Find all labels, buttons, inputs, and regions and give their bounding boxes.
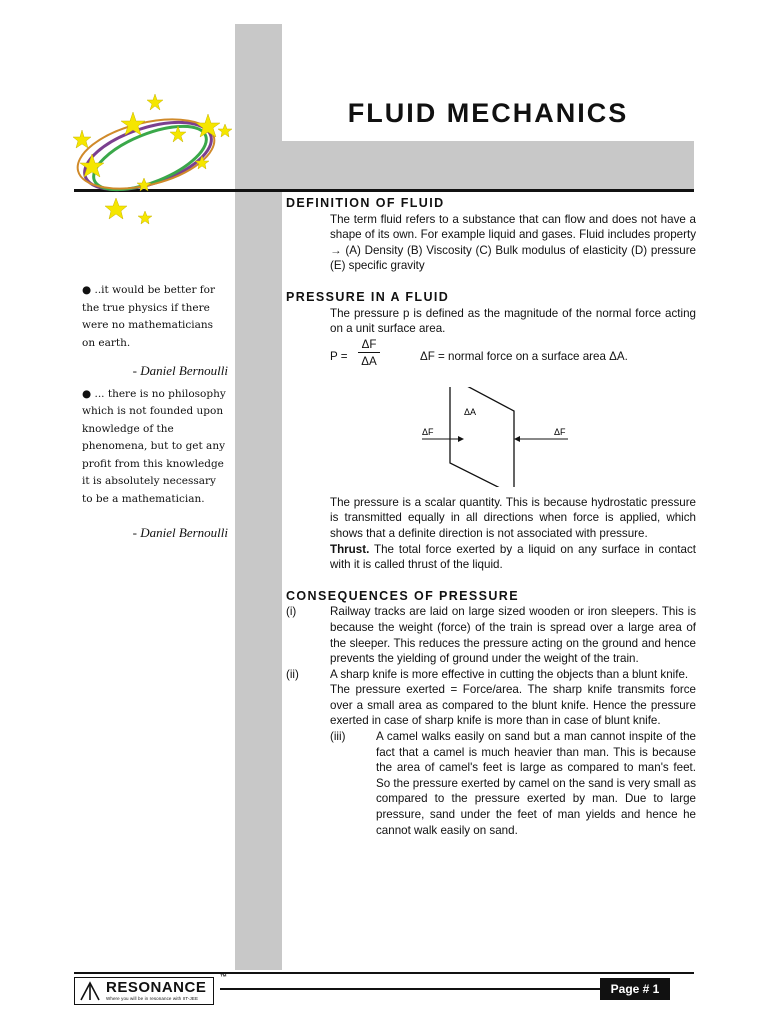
list-item: The pressure exerted = Force/area. The sharp knife transmits force over a small area as compared to the blunt knife. Hence the pressure exerted in case of sharp knife is more than in case of blunt knife. bbox=[330, 683, 696, 728]
force-right-label: ΔF bbox=[554, 426, 566, 437]
scalar-text: The pressure is a scalar quantity. This is because hydrostatic pressure is transmitted equally in all directions when force is applied, which shows that a definite direction is not associated with pressure. bbox=[330, 495, 696, 540]
formula-fraction bbox=[358, 337, 380, 370]
quote-text: ● ..it would be better for the true physics if there were no mathematicians on earth. bbox=[82, 284, 216, 349]
quote-author: - Daniel Bernoulli bbox=[132, 525, 228, 540]
quotes-sidebar bbox=[82, 282, 228, 548]
list-item: (iii) A camel walks easily on sand but a man cannot inspite of the fact that a camel is much heavier than man. This is because the area of camel's feet is large as compared to man's feet. So the pressure exerted by camel on the sand is very small as compared to the pressure exerted by man. Due to large pressure, sand under the feet of man yields and hence he cannot walk easily on sand. bbox=[330, 730, 696, 837]
resonance-mark-icon bbox=[79, 981, 101, 1001]
quote-author: - Daniel Bernoulli bbox=[132, 363, 228, 378]
formula-lhs: P = bbox=[330, 349, 348, 363]
force-left-label: ΔF bbox=[422, 426, 434, 437]
page-title: FLUID MECHANICS bbox=[347, 98, 629, 128]
footer-bar bbox=[220, 988, 600, 990]
area-label: ΔA bbox=[464, 406, 477, 417]
pressure-formula bbox=[330, 337, 696, 377]
thrust-text: Thrust. The total force exerted by a liquid on any surface in contact with it is called thrust of the liquid. bbox=[330, 542, 696, 572]
star-icon bbox=[147, 94, 163, 110]
star-icon bbox=[73, 130, 91, 148]
formula-denominator: ΔA bbox=[361, 354, 377, 368]
section-heading: PRESSURE IN A FLUID bbox=[286, 289, 450, 304]
section-heading: DEFINITION OF FLUID bbox=[286, 196, 445, 210]
brand-tagline: Where you will be in resonance with IIT-JEE bbox=[106, 996, 199, 1001]
formula-numerator: ΔF bbox=[358, 337, 380, 353]
star-icon bbox=[105, 198, 127, 219]
star-icon bbox=[196, 114, 220, 137]
brand-name: RESONANCE bbox=[106, 979, 207, 996]
gray-title-band bbox=[282, 141, 694, 189]
list-item: (ii) A sharp knife is more effective in cutting the objects than a blunt knife. bbox=[286, 667, 689, 681]
star-icon bbox=[218, 124, 232, 137]
resonance-logo bbox=[74, 977, 214, 1005]
orbit-stars-logo bbox=[68, 88, 238, 228]
pressure-surface-diagram bbox=[420, 387, 570, 487]
trademark-symbol: ™ bbox=[220, 974, 227, 981]
pressure-definition-text: The pressure p is defined as the magnitude of the normal force acting on a unit surface area. bbox=[330, 306, 696, 336]
arrowhead-right-icon bbox=[458, 436, 464, 442]
definition-text: The term fluid refers to a substance that can flow and does not have a shape of its own. For example liquid and gases. Fluid includes property → (A) Density (B) Viscosity (C) Bulk modulus of elasticity (D) pressure (E) specific gravity bbox=[330, 212, 696, 273]
arrowhead-left-icon bbox=[514, 436, 520, 442]
page-number: Page # 1 bbox=[600, 978, 670, 1000]
list-item: (i) Railway tracks are laid on large sized wooden or iron sleepers. This is because the weight (force) of the train is spread over a large area of the sleeper. This reduces the pressure acting on the ground and hence prevents the yielding of ground under the weight of the train. bbox=[286, 605, 696, 666]
main-content bbox=[286, 196, 696, 838]
gray-vertical-band bbox=[235, 24, 282, 970]
footer-rule bbox=[74, 972, 694, 974]
star-icon bbox=[137, 178, 151, 191]
section-heading: CONSEQUENCES OF PRESSURE bbox=[286, 588, 519, 603]
star-icon bbox=[138, 211, 152, 224]
quote-text: ● ... there is no philosophy which is not founded upon knowledge of the phenomena, but to get any profit from this knowledge it is absolutely necessary to be a mathematician. bbox=[82, 387, 226, 505]
formula-description: ΔF = normal force on a surface area ΔA. bbox=[420, 349, 628, 363]
